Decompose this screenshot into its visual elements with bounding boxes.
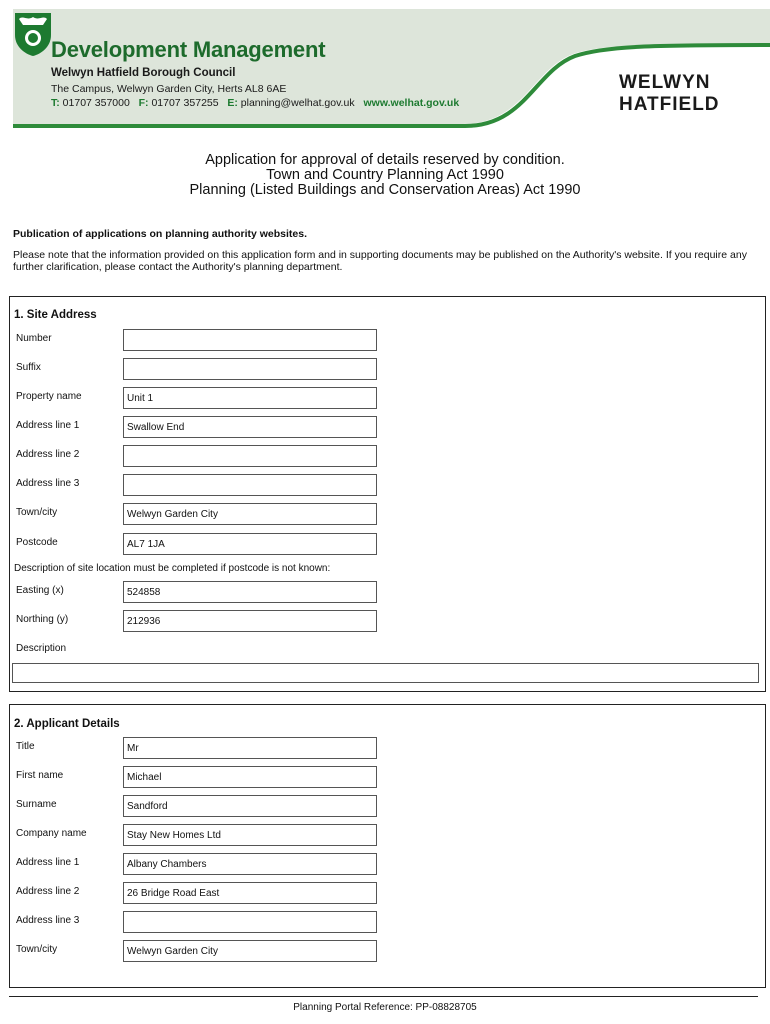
publication-text: Please note that the information provided on this application form and in supporting documents may be published on the Authority's website. If you require any further clarification, please contact the Authority's planning department. bbox=[13, 249, 747, 273]
field-label: Town/city bbox=[16, 507, 58, 518]
field-label: Suffix bbox=[16, 362, 41, 373]
address-line-1-field[interactable]: Swallow End bbox=[123, 416, 377, 438]
address-line-3-field[interactable] bbox=[123, 474, 377, 496]
field-label: Easting (x) bbox=[16, 585, 64, 596]
fax-number: 01707 357255 bbox=[151, 97, 219, 109]
header-banner bbox=[13, 9, 770, 130]
easting-field[interactable]: 524858 bbox=[123, 581, 377, 603]
applicant-address-line-2-field[interactable]: 26 Bridge Road East bbox=[123, 882, 377, 904]
applicant-address-line-1-field[interactable]: Albany Chambers bbox=[123, 853, 377, 875]
phone-label: T: bbox=[51, 97, 60, 109]
organisation-address: The Campus, Welwyn Garden City, Herts AL8 6AE bbox=[51, 83, 287, 95]
organisation-name: Welwyn Hatfield Borough Council bbox=[51, 67, 236, 79]
applicant-details-section bbox=[9, 704, 766, 988]
email-label: E: bbox=[227, 97, 238, 109]
phone-number: 01707 357000 bbox=[62, 97, 130, 109]
applicant-town-city-field[interactable]: Welwyn Garden City bbox=[123, 940, 377, 962]
field-label: Address line 2 bbox=[16, 886, 80, 897]
footer-divider bbox=[9, 996, 758, 997]
email-address[interactable]: planning@welhat.gov.uk bbox=[240, 97, 355, 109]
field-label: Address line 3 bbox=[16, 478, 80, 489]
website-link[interactable]: www.welhat.gov.uk bbox=[363, 97, 460, 109]
description-field[interactable] bbox=[12, 663, 759, 683]
location-note: Description of site location must be completed if postcode is not known: bbox=[14, 563, 331, 574]
fax-label: F: bbox=[138, 97, 149, 109]
first-name-field[interactable]: Michael bbox=[123, 766, 377, 788]
title-line-1: Application for approval of details reserved by condition. bbox=[205, 152, 565, 168]
postcode-field[interactable]: AL7 1JA bbox=[123, 533, 377, 555]
field-label: Surname bbox=[16, 799, 57, 810]
field-label: Northing (y) bbox=[16, 614, 69, 625]
title-line-3: Planning (Listed Buildings and Conservation Areas) Act 1990 bbox=[189, 182, 581, 198]
field-label: Company name bbox=[16, 828, 87, 839]
applicant-address-line-3-field[interactable] bbox=[123, 911, 377, 933]
document-title bbox=[0, 153, 770, 198]
contact-line bbox=[51, 97, 459, 109]
description-label: Description bbox=[16, 643, 67, 654]
title-line-2: Town and Country Planning Act 1990 bbox=[266, 167, 504, 183]
site-address-heading: 1. Site Address bbox=[14, 309, 97, 321]
field-label: Address line 1 bbox=[16, 420, 80, 431]
site-address-section bbox=[9, 296, 766, 692]
field-label: Number bbox=[16, 333, 52, 344]
field-label: Town/city bbox=[16, 944, 58, 955]
field-label: Address line 1 bbox=[16, 857, 80, 868]
field-label: Address line 2 bbox=[16, 449, 80, 460]
field-label: Title bbox=[16, 741, 35, 752]
field-label: Postcode bbox=[16, 537, 58, 548]
publication-heading: Publication of applications on planning authority websites. bbox=[13, 228, 308, 240]
town-city-field[interactable]: Welwyn Garden City bbox=[123, 503, 377, 525]
surname-field[interactable]: Sandford bbox=[123, 795, 377, 817]
northing-field[interactable]: 212936 bbox=[123, 610, 377, 632]
logo-line-1: WELWYN bbox=[619, 72, 711, 93]
company-name-field[interactable]: Stay New Homes Ltd bbox=[123, 824, 377, 846]
portal-reference: Planning Portal Reference: PP-08828705 bbox=[293, 1002, 477, 1013]
suffix-field[interactable] bbox=[123, 358, 377, 380]
field-label: Property name bbox=[16, 391, 82, 402]
title-field[interactable]: Mr bbox=[123, 737, 377, 759]
logo-line-2: HATFIELD bbox=[619, 94, 720, 115]
field-label: First name bbox=[16, 770, 64, 781]
property-name-field[interactable]: Unit 1 bbox=[123, 387, 377, 409]
banner-title: Development Management bbox=[51, 37, 326, 62]
field-label: Address line 3 bbox=[16, 915, 80, 926]
council-shield-icon bbox=[13, 9, 53, 57]
number-field[interactable] bbox=[123, 329, 377, 351]
council-logo-text bbox=[619, 72, 720, 116]
applicant-heading: 2. Applicant Details bbox=[14, 718, 120, 730]
address-line-2-field[interactable] bbox=[123, 445, 377, 467]
